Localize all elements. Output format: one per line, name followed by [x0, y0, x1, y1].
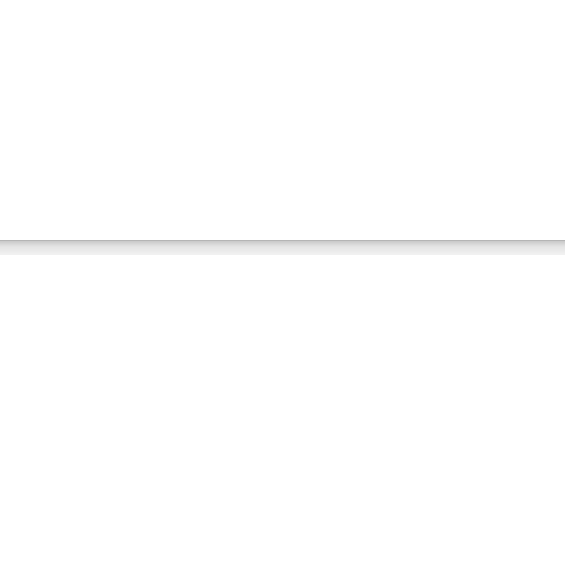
document-page-bottom	[0, 300, 565, 583]
document-page-top	[0, 0, 565, 240]
page-separator	[0, 240, 565, 255]
